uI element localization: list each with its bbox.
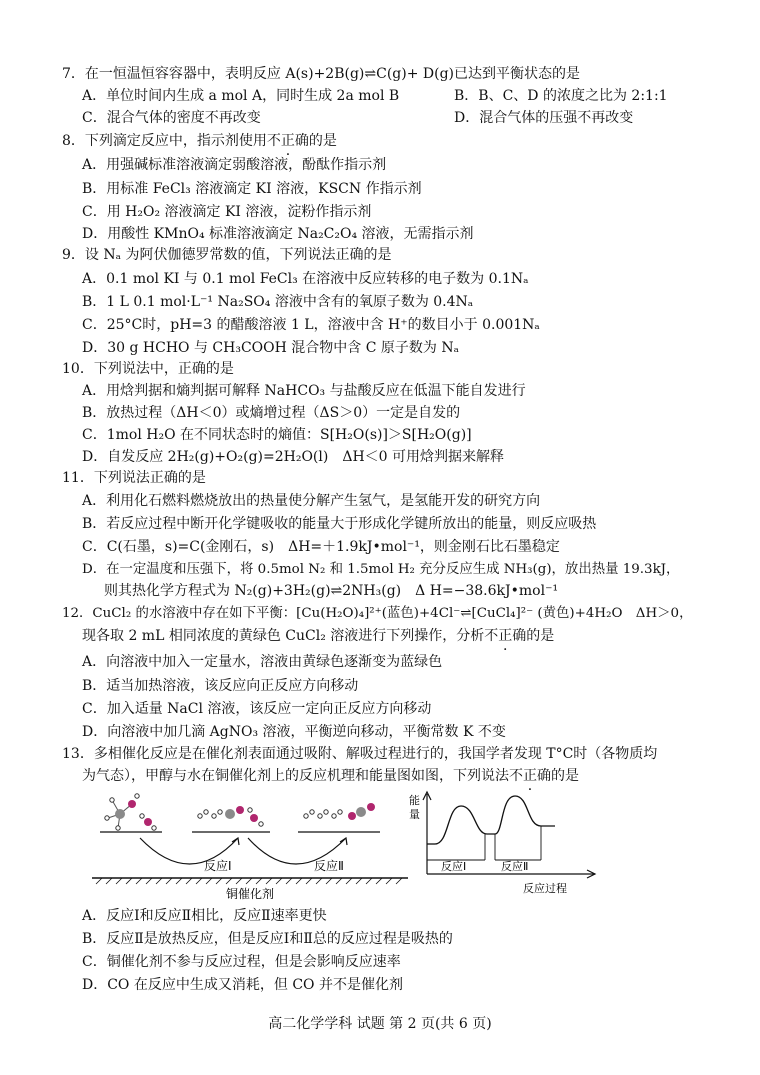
q11-option-c: C．C(石墨，s)=C(金刚石，s) ΔH=＋1.9kJ•mol⁻¹，则金刚石比石墨稳定 [82,539,560,555]
energy-axis-label-part2: 量 [409,808,420,821]
question-7-stem: 7．在一恒温恒容容器中，表明反应 A(s)+2B(g)⇌C(g)+ D(g)已达到平衡状态的是 [62,66,581,82]
q7-option-c: C．混合气体的密度不再改变 [82,110,261,126]
q8-option-b: B．用标准 FeCl₃ 溶液滴定 KI 溶液，KSCN 作指示剂 [82,181,422,197]
energy-axis-label-part1: 能 [409,794,420,807]
product-molecules-icon [304,803,375,820]
energy-diagram [405,788,605,900]
q8-stem-post: 的是 [308,133,337,149]
q11-option-b: B．若反应过程中断开化学键吸收的能量大于形成化学键所放出的能量，则反应吸热 [82,516,597,532]
q9-option-d: D．30 g HCHO 与 CH₃COOH 混合物中含 C 原子数为 Nₐ [82,340,459,356]
q12-stem-pre: 现各取 2 mL 相同浓度的黄绿色 CuCl₂ 溶液进行下列操作，分析 [82,628,485,644]
question-11-stem: 11．下列说法正确的是 [62,470,206,486]
q8-option-d: D．用酸性 KMnO₄ 标准溶液滴定 Na₂C₂O₄ 溶液，无需指示剂 [82,226,474,242]
q8-option-a: A．用强碱标准溶液滴定弱酸溶液，酚酞作指示剂 [82,157,387,173]
question-8-stem [62,131,722,151]
q13-option-d: D．CO 在反应中生成又消耗，但 CO 并不是催化剂 [82,977,403,993]
energy-reaction-2-label: 反应Ⅱ [501,860,529,873]
q12-emphasis: 不正确 [484,628,527,644]
process-axis-label: 反应过程 [523,882,567,895]
q9-option-a: A．0.1 mol KI 与 0.1 mol FeCl₃ 在溶液中反应转移的电子数为 0.1Nₐ [82,271,529,287]
question-13-stem-line1: 13．多相催化反应是在催化剂表面通过吸附、解吸过程进行的，我国学者发现 T°C时（各物质均 [62,746,658,762]
q7-option-d: D．混合气体的压强不再改变 [454,110,634,126]
intermediate-molecules-icon [198,806,263,826]
q12-stem-post: 的是 [526,628,555,644]
mechanism-figure [90,786,410,904]
q7-option-a: A．单位时间内生成 a mol A，同时生成 2a mol B [82,88,400,104]
q12-option-c: C．加入适量 NaCl 溶液，该反应一定向正反应方向移动 [82,701,432,717]
energy-axis-label: 能量 [405,788,407,789]
q10-option-c: C．1mol H₂O 在不同状态时的熵值：S[H₂O(s)]＞S[H₂O(g)] [82,427,472,443]
q11-option-a: A．利用化石燃料燃烧放出的热量使分解产生氢气，是氢能开发的研究方向 [82,493,541,509]
q7-option-b: B．B、C、D 的浓度之比为 2:1:1 [454,88,668,104]
methanol-molecule-icon [105,794,139,830]
q13-emphasis: 不正确 [509,768,551,784]
q13-stem-pre: 为气态），甲醇与水在铜催化剂上的反应机理和能量图如图，下列说法 [82,768,509,784]
reaction-1-label: 反应Ⅰ [204,859,232,873]
question-13-stem-line2 [82,766,742,786]
question-10-stem: 10．下列说法中，正确的是 [62,361,234,377]
q12-option-a: A．向溶液中加入一定量水，溶液由黄绿色逐渐变为蓝绿色 [82,654,443,670]
catalyst-label: 铜催化剂 [226,887,275,901]
q11-option-d-line1: D．在一定温度和压强下，将 0.5mol N₂ 和 1.5mol H₂ 充分反应生成 NH₃(g)，放出热量 19.3kJ， [82,562,680,577]
q9-option-c: C．25°C时，pH=3 的醋酸溶液 1 L，溶液中含 H⁺的数目小于 0.001Nₐ [82,317,540,333]
q10-option-a: A．用焓判据和熵判据可解释 NaHCO₃ 与盐酸反应在低温下能自发进行 [82,383,526,399]
question-12-stem-line2 [82,626,742,646]
reaction-2-label: 反应Ⅱ [314,859,344,873]
page-footer: 高二化学学科 试题 第 2 页(共 6 页) [268,1016,492,1032]
q13-option-a: A．反应Ⅰ和反应Ⅱ相比，反应Ⅱ速率更快 [82,908,327,924]
q8-emphasis: 不正确 [266,133,309,149]
q10-option-d: D．自发反应 2H₂(g)+O₂(g)=2H₂O(l) ΔH＜0 可用焓判据来解释 [82,449,505,465]
q13-option-c: C．铜催化剂不参与反应过程，但是会影响反应速率 [82,954,401,970]
energy-reaction-1-label: 反应Ⅰ [441,860,467,873]
question-12-stem-line1: 12．CuCl₂ 的水溶液中存在如下平衡：[Cu(H₂O)₄]²⁺(蓝色)+4Cl⁻⇌[CuCl₄]²⁻ (黄色)+4H₂O ΔH＞0， [62,606,693,621]
q8-option-c: C．用 H₂O₂ 溶液滴定 KI 溶液，淀粉作指示剂 [82,204,372,220]
q12-option-d: D．向溶液中加几滴 AgNO₃ 溶液，平衡逆向移动，平衡常数 K 不变 [82,724,506,740]
catalyst-hatching [96,878,402,884]
question-9-stem: 9．设 Nₐ 为阿伏伽德罗常数的值，下列说法正确的是 [62,247,392,263]
water-molecule-icon [140,814,156,830]
q10-option-b: B．放热过程（ΔH＜0）或熵增过程（ΔS＞0）一定是自发的 [82,405,461,421]
q13-stem-post: 的是 [551,768,579,784]
q11-option-d-line2: 则其热化学方程式为 N₂(g)+3H₂(g)⇌2NH₃(g) Δ H=−38.6kJ•mol⁻¹ [104,583,559,599]
q13-option-b: B．反应Ⅱ是放热反应，但是反应Ⅰ和Ⅱ总的反应过程是吸热的 [82,931,453,947]
q12-option-b: B．适当加热溶液，该反应向正反应方向移动 [82,678,359,694]
q9-option-b: B．1 L 0.1 mol·L⁻¹ Na₂SO₄ 溶液中含有的氧原子数为 0.4Nₐ [82,294,474,310]
q8-stem-pre: 8．下列滴定反应中，指示剂使用 [62,133,267,149]
